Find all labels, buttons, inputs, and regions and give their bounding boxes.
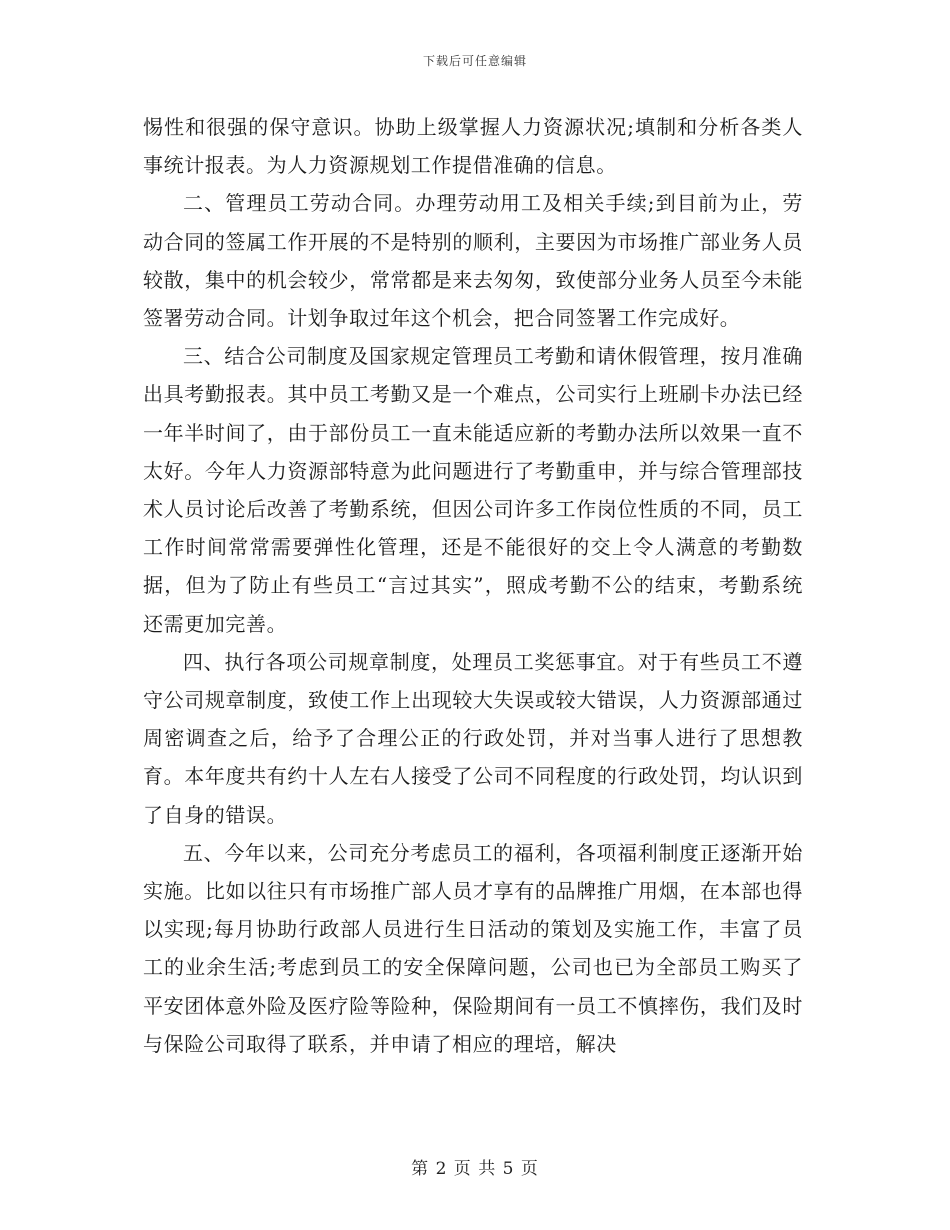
document-body bbox=[143, 108, 803, 1063]
paragraph-continuation: 惕性和很强的保守意识。协助上级掌握人力资源状况;填制和分析各类人事统计报表。为人力资源规划工作提借准确的信息。 bbox=[143, 115, 803, 178]
paragraph-attendance: 三、结合公司制度及国家规定管理员工考勤和请休假管理，按月准确出具考勤报表。其中员工考勤又是一个难点，公司实行上班刷卡办法已经一年半时间了，由于部份员工一直未能适应新的考勤办法所以效果一直不太好。今年人力资源部特意为此问题进行了考勤重申，并与综合管理部技术人员讨论后改善了考勤系统，但因公司许多工作岗位性质的不同，员工工作时间常常需要弹性化管理，还是不能很好的交上令人满意的考勤数据，但为了防止有些员工“言过其实”，照成考勤不公的结束，考勤系统还需更加完善。 bbox=[143, 344, 803, 636]
page-number: 第 2 页 共 5 页 bbox=[411, 1159, 539, 1179]
paragraph-welfare: 五、今年以来，公司充分考虑员工的福利，各项福利制度正逐渐开始实施。比如以往只有市场推广部人员才享有的品牌推广用烟，在本部也得以实现;每月协助行政部人员进行生日活动的策划及实施工作，丰富了员工的业余生活;考虑到员工的安全保障问题，公司也已为全部员工购买了平安团体意外险及医疗险等险种，保险期间有一员工不慎摔伤，我们及时与保险公司取得了联系，并申请了相应的理培，解决 bbox=[143, 840, 803, 1056]
header-note: 下载后可任意编辑 bbox=[422, 54, 527, 68]
paragraph-labor-contract: 二、管理员工劳动合同。办理劳动用工及相关手续;到目前为止，劳动合同的签属工作开展的不是特别的顺利，主要因为市场推广部业务人员较散，集中的机会较少，常常都是来去匆匆，致使部分业务人员至今未能签署劳动合同。计划争取过年这个机会，把合同签署工作完成好。 bbox=[143, 191, 803, 331]
paragraph-rules-discipline: 四、执行各项公司规章制度，处理员工奖惩事宜。对于有些员工不遵守公司规章制度，致使工作上出现较大失误或较大错误，人力资源部通过周密调查之后，给予了合理公正的行政处罚，并对当事人进行了思想教育。本年度共有约十人左右人接受了公司不同程度的行政处罚，均认识到了自身的错误。 bbox=[143, 649, 803, 827]
